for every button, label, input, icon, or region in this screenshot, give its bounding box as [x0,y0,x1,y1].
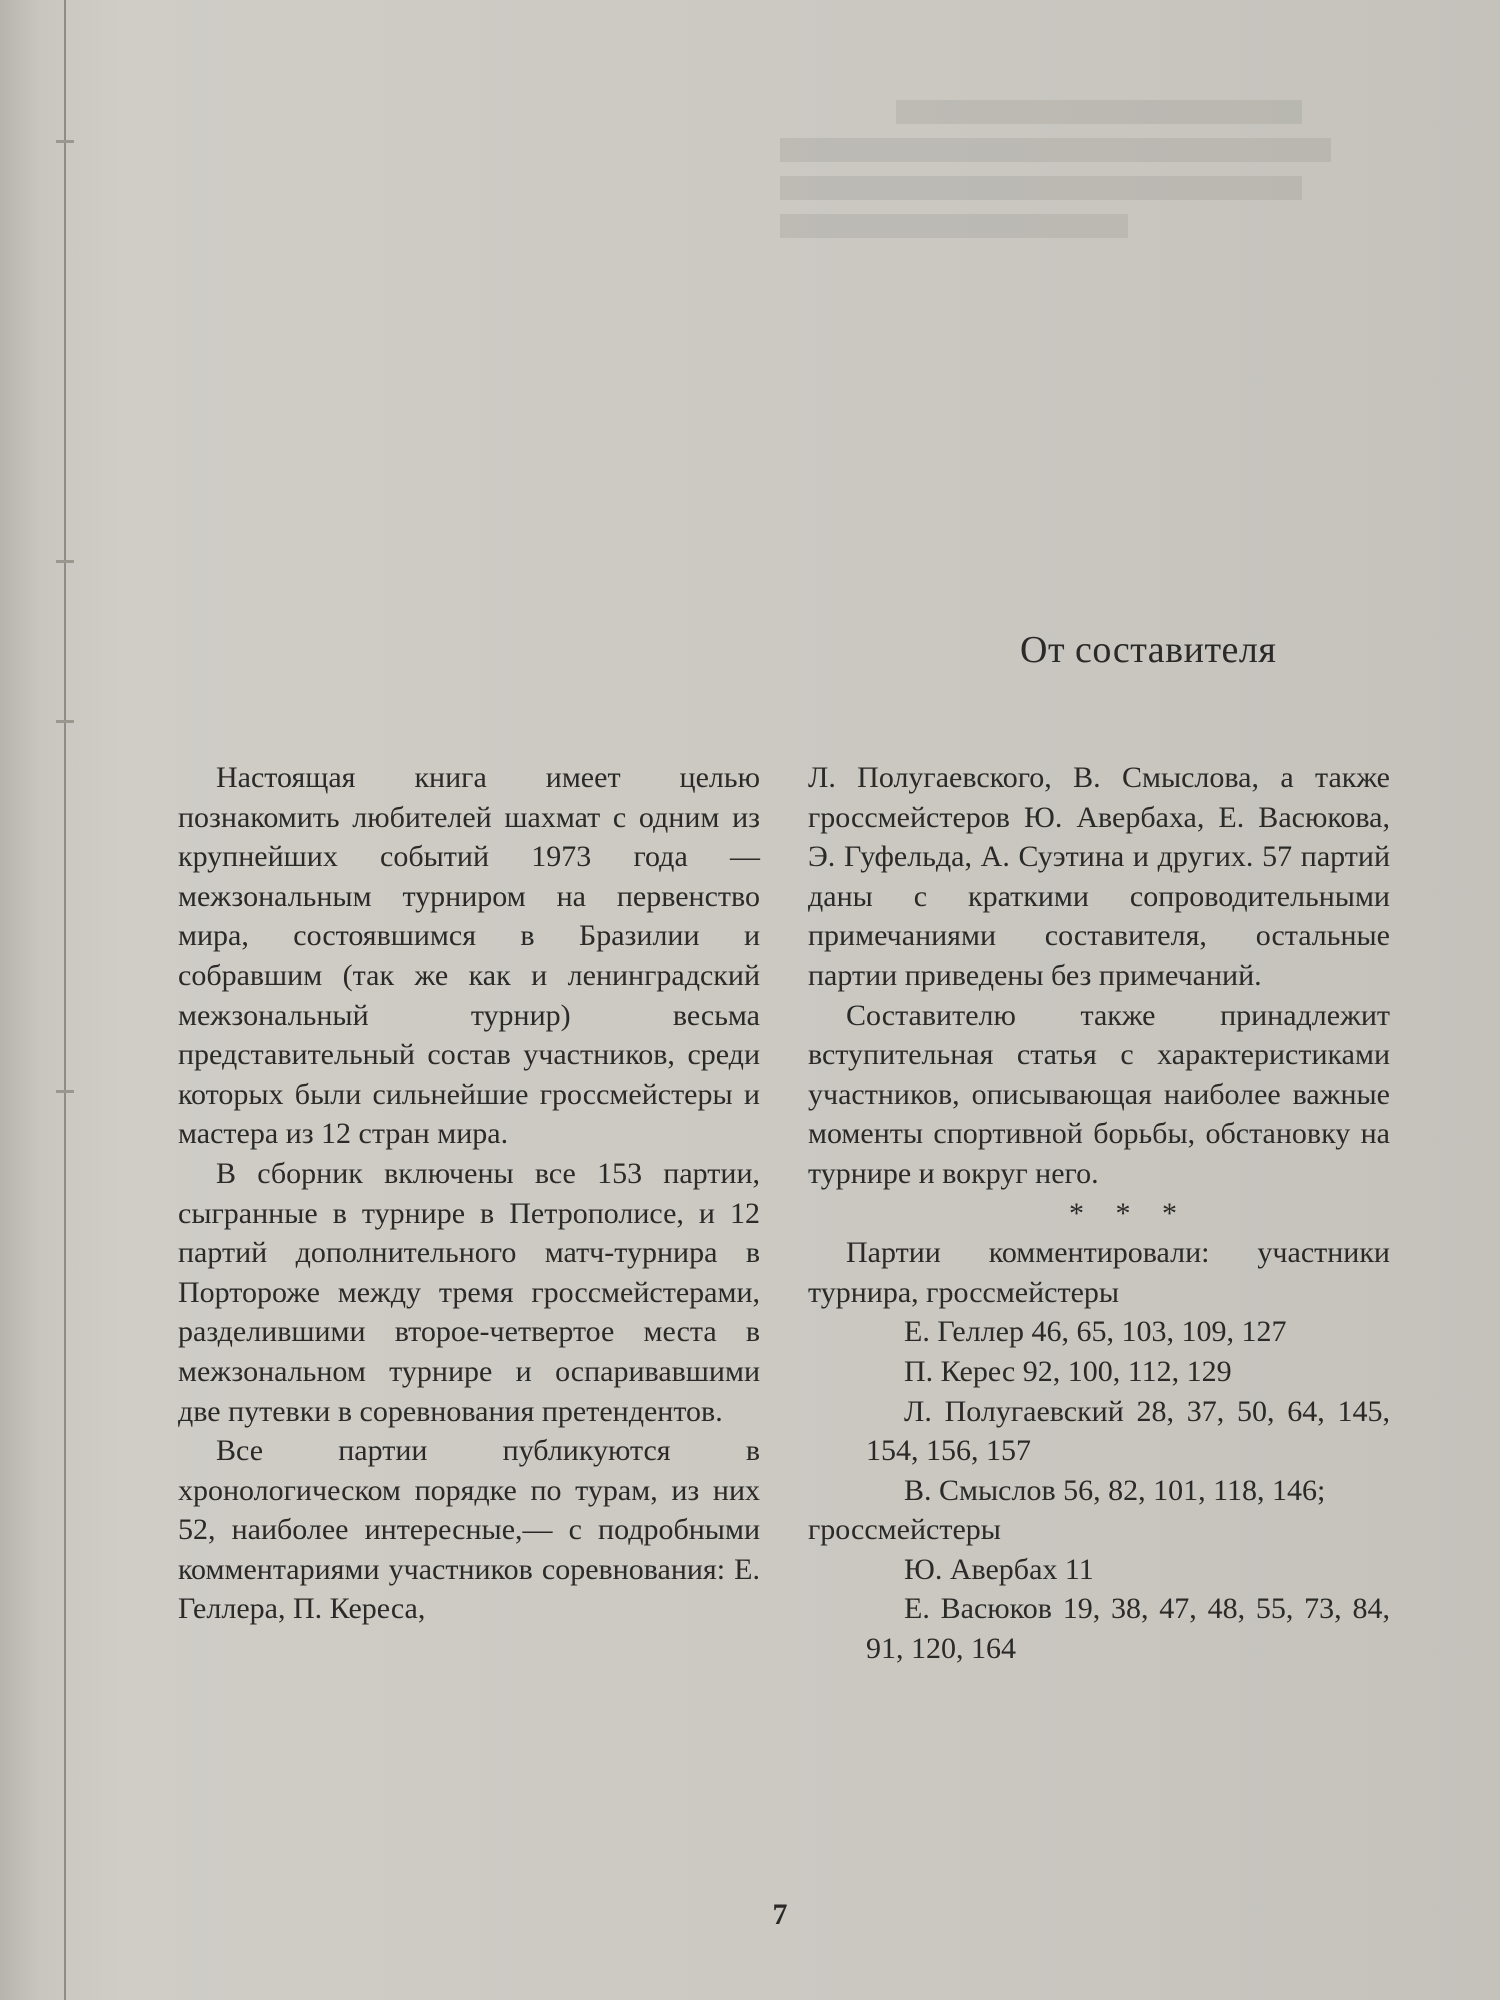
show-through-text [780,100,1360,300]
commentator-entry: Е. Васюков 19, 38, 47, 48, 55, 73, 84, 91, 120, 164 [866,1592,1390,1666]
right-column [808,758,1390,1669]
commentator-entry: Е. Геллер 46, 65, 103, 109, 127 [904,1315,1287,1349]
binding-stitch [56,720,74,723]
section-separator: * * * [1069,1196,1189,1230]
commentator-entry: П. Керес 92, 100, 112, 129 [904,1354,1232,1388]
binding-gutter [64,0,66,2000]
commentator-entry: Ю. Авербах 11 [904,1552,1094,1586]
grandmasters-label: гроссмейстеры [808,1513,1001,1547]
paragraph: Составителю также принадлежит вступительная статья с характеристиками участников, описывающая наиболее важные моменты спортивной борьбы, обстановку на турнире и вокруг него. [808,998,1390,1190]
commentators-intro: Партии комментировали: участники турнира, гроссмейстеры [808,1236,1390,1309]
binding-stitch [56,560,74,563]
paragraph: Все партии публикуются в хронологическом порядке по турам, из них 52, наиболее интересные,— с подробными комментариями участников соревнования: Е. Геллера, П. Кереса, [178,1434,760,1626]
commentator-entry: Л. Полугаевский 28, 37, 50, 64, 145, 154, 156, 157 [866,1394,1390,1468]
left-column [178,758,760,1629]
commentator-entry: В. Смыслов 56, 82, 101, 118, 146; [904,1473,1326,1507]
paragraph: Л. Полугаевского, В. Смыслова, а также гроссмейстеров Ю. Авербаха, Е. Васюкова, Э. Гуфельда, А. Суэтина и других. 57 партий даны с краткими сопроводительными примечаниями составителя, остальные партии приведены без примечаний. [808,761,1390,992]
paragraph: Настоящая книга имеет целью познакомить любителей шахмат с одним из крупнейших событий 1973 года — межзональным турниром на первенство мира, состоявшимся в Бразилии и собравшим (так же как и ленинградский межзональный турнир) весьма представительный состав участников, среди которых были сильнейшие гроссмейстеры и мастера из 12 стран мира. [178,761,760,1151]
page-number: 7 [772,1898,788,1931]
binding-stitch [56,1090,74,1093]
section-heading: От составителя [1020,629,1277,671]
binding-stitch [56,140,74,143]
paragraph: В сборник включены все 153 партии, сыгранные в турнире в Петрополисе, и 12 партий дополнительного матч-турнира в Портороже между тремя гроссмейстерами, разделившими второе-четвертое места в межзональном турнире и оспаривавшими две путевки в соревнования претендентов. [178,1156,760,1428]
